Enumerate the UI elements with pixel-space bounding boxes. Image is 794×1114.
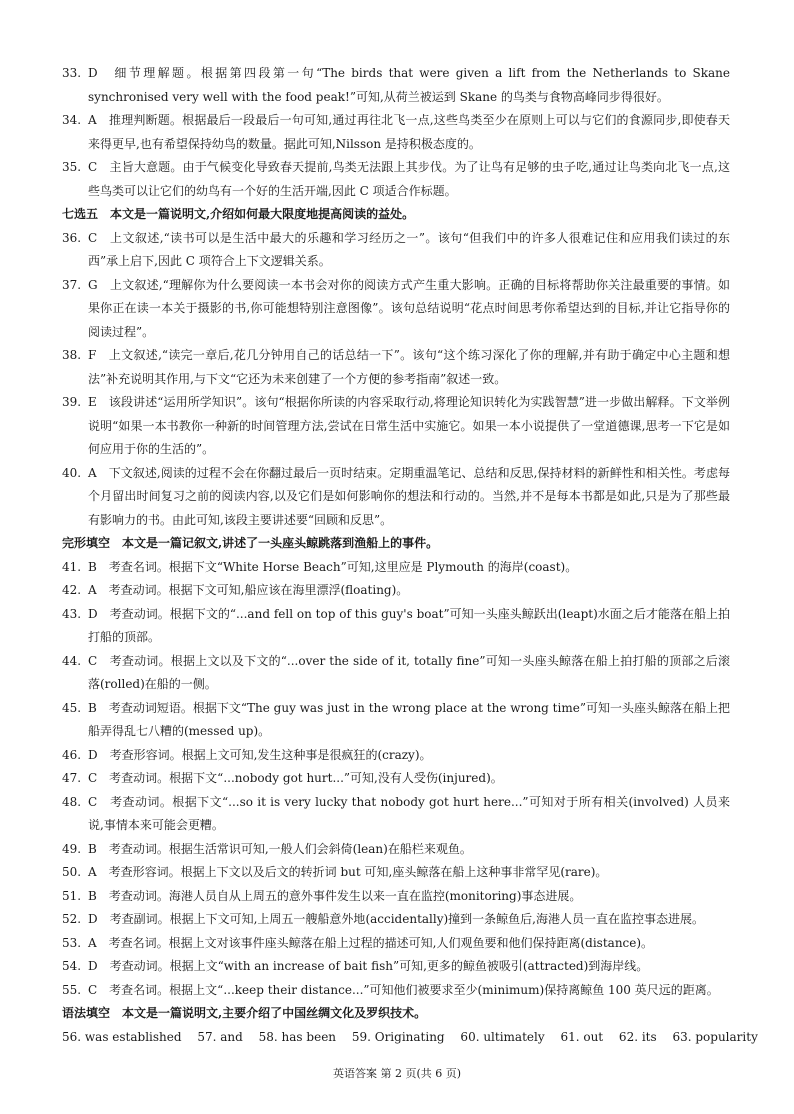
- answer-text: B 考查动词短语。根据下文“The guy was just in the wrong place at the wrong time”可知一头座头鲸落在船上把船弄得乱七八糟的(messed up)。: [88, 700, 730, 738]
- answer-item: [62, 274, 730, 345]
- answer-item: [62, 109, 730, 156]
- answer-text: C 考查名词。根据上文“...keep their distance...”可知他们被要求至少(minimum)保持离鲸鱼 100 英尺远的距离。: [88, 982, 719, 997]
- answer-item: [62, 932, 730, 956]
- answer-item: [62, 861, 730, 885]
- question-number: 34.: [62, 113, 82, 127]
- question-number: 37.: [62, 277, 82, 292]
- question-number: 49.: [62, 841, 82, 856]
- question-number: 41.: [62, 559, 82, 574]
- section-heading-qixuanwu: 七选五 本文是一篇说明文,介绍如何最大限度地提高阅读的益处。: [62, 207, 415, 221]
- page-footer: 英语答案 第 2 页(共 6 页): [332, 1067, 462, 1080]
- answer-text: A 考查名词。根据上文对该事件座头鲸落在船上过程的描述可知,人们观鱼要和他们保持距离(distance)。: [88, 935, 654, 950]
- answer-text: A 下文叙述,阅读的过程不会在你翻过最后一页时结束。定期重温笔记、总结和反思,保持材料的新鲜性和相关性。考虑每个月留出时间复习之前的阅读内容,以及它们是如何影响你的想法和行动的。当然,并不是每本书都是如此,只是为了那些最有影响力的书。由此可知,该段主要讲述要“回顾和反思”。: [88, 465, 730, 527]
- answer-item: [62, 556, 730, 580]
- answer-text: E 该段讲述“运用所学知识”。该句“根据你所读的内容采取行动,将理论知识转化为实践智慧”进一步做出解释。下文举例说明“如果一本书教你一种新的时间管理方法,尝试在日常生活中实施它。如果一本小说提供了一堂道德课,思考一下它是如何应用于你的生活的”。: [88, 395, 730, 456]
- question-number: 46.: [62, 747, 82, 762]
- answer-item: [62, 979, 730, 1003]
- question-number: 48.: [62, 794, 82, 809]
- question-number: 35.: [62, 160, 82, 174]
- answer-text: C 上文叙述,“读书可以是生活中最大的乐趣和学习经历之一”。该句“但我们中的许多人很难记住和应用我们读过的东西”承上启下,因此 C 项符合上下文逻辑关系。: [88, 230, 730, 268]
- answer-page: [62, 62, 758, 1049]
- question-number: 39.: [62, 395, 82, 409]
- question-number: 50.: [62, 865, 82, 879]
- answer-item: [62, 227, 730, 274]
- answer-list-reading: [62, 62, 730, 203]
- question-number: 53.: [62, 935, 82, 950]
- answer-text: B 考查动词。根据生活常识可知,一般人们会斜倚(lean)在船栏来观鱼。: [88, 841, 472, 856]
- section-heading-grammar: 语法填空 本文是一篇说明文,主要介绍了中国丝绸文化及罗织技术。: [62, 1006, 427, 1020]
- answer-list-qixuanwu: [62, 227, 730, 533]
- answer-item: [62, 744, 730, 768]
- answer-text: D 细节理解题。根据第四段第一句“The birds that were given a lift from the Netherlands to Skane synchronised very well with the food peak!”可知,从荷兰被运到 Skane 的鸟类与食物高峰同步得很好。: [88, 66, 730, 104]
- question-number: 44.: [62, 653, 82, 668]
- answer-text: B 考查名词。根据下文“White Horse Beach”可知,这里应是 Plymouth 的海岸(coast)。: [88, 559, 578, 574]
- question-number: 54.: [62, 959, 82, 973]
- answer-list-cloze: [62, 556, 730, 1003]
- answer-text: F 上文叙述,“读完一章后,花几分钟用自己的话总结一下”。该句“这个练习深化了你的理解,并有助于确定中心主题和想法”补充说明其作用,与下文“它还为未来创建了一个方便的参考指南”叙述一致。: [88, 348, 730, 386]
- grammar-answers: 56. was established 57. and 58. has been 59. Originating 60. ultimately 61. out 62. its 63. popularity: [62, 1029, 758, 1044]
- answer-item: [62, 156, 730, 203]
- answer-item: [62, 344, 730, 391]
- answer-text: A 考查形容词。根据上下文以及后文的转折词 but 可知,座头鲸落在船上这种事非常罕见(rare)。: [88, 865, 608, 879]
- answer-item: [62, 391, 730, 462]
- answer-item: [62, 955, 730, 979]
- question-number: 51.: [62, 888, 82, 903]
- question-number: 47.: [62, 771, 82, 785]
- answer-item: [62, 838, 730, 862]
- answer-item: [62, 791, 730, 838]
- question-number: 33.: [62, 66, 82, 80]
- answer-text: A 推理判断题。根据最后一段最后一句可知,通过再往北飞一点,这些鸟类至少在原则上可以与它们的食源同步,即使春天来得更早,也有希望保持幼鸟的数量。据此可知,Nilsson 是持积极态度的。: [88, 113, 730, 151]
- answer-text: G 上文叙述,“理解你为什么要阅读一本书会对你的阅读方式产生重大影响。正确的目标将帮助你关注最重要的事情。如果你正在读一本关于摄影的书,你可能想特别注意图像”。该句总结说明“花点时间思考你希望达到的目标,并让它指导你的阅读过程”。: [88, 277, 730, 339]
- answer-text: C 考查动词。根据下文“...nobody got hurt...”可知,没有人受伤(injured)。: [88, 771, 503, 785]
- question-number: 36.: [62, 230, 82, 245]
- question-number: 42.: [62, 583, 82, 597]
- answer-item: [62, 603, 730, 650]
- section-heading-cloze: 完形填空 本文是一篇记叙文,讲述了一头座头鲸跳落到渔船上的事件。: [62, 536, 439, 550]
- answer-item: [62, 650, 730, 697]
- question-number: 40.: [62, 465, 82, 480]
- question-number: 38.: [62, 348, 82, 362]
- answer-text: C 主旨大意题。由于气候变化导致春天提前,鸟类无法跟上其步伐。为了让鸟有足够的虫子吃,通过让鸟类向北飞一点,这些鸟类可以让它们的幼鸟有一个好的生活开端,因此 C 项适合作标题。: [88, 160, 730, 198]
- question-number: 55.: [62, 982, 82, 997]
- answer-item: [62, 697, 730, 744]
- answer-text: A 考查动词。根据下文可知,船应该在海里漂浮(floating)。: [88, 583, 409, 597]
- question-number: 45.: [62, 700, 82, 715]
- question-number: 52.: [62, 912, 82, 926]
- answer-text: D 考查副词。根据上下文可知,上周五一艘船意外地(accidentally)撞到一条鲸鱼后,海港人员一直在监控事态进展。: [88, 912, 704, 926]
- answer-item: [62, 462, 730, 533]
- answer-text: D 考查动词。根据上文“with an increase of bait fish”可知,更多的鲸鱼被吸引(attracted)到海岸线。: [88, 959, 649, 973]
- answer-item: [62, 767, 730, 791]
- answer-text: D 考查形容词。根据上文可知,发生这种事是很疯狂的(crazy)。: [88, 747, 432, 762]
- answer-text: D 考查动词。根据下文的“...and fell on top of this guy's boat”可知一头座头鲸跃出(leapt)水面之后才能落在船上拍打船的顶部。: [88, 606, 730, 644]
- answer-item: [62, 908, 730, 932]
- question-number: 43.: [62, 606, 82, 621]
- answer-item: [62, 579, 730, 603]
- answer-text: C 考查动词。根据下文“...so it is very lucky that nobody got hurt here...”可知对于所有相关(involved) 人员来说,事情本来可能会更糟。: [88, 794, 730, 832]
- answer-item: [62, 62, 730, 109]
- answer-text: B 考查动词。海港人员自从上周五的意外事件发生以来一直在监控(monitoring)事态进展。: [88, 888, 582, 903]
- answer-item: [62, 885, 730, 909]
- answer-text: C 考查动词。根据上文以及下文的“...over the side of it, totally fine”可知一头座头鲸落在船上拍打船的顶部之后滚落(rolled)在船的一侧。: [88, 653, 730, 691]
